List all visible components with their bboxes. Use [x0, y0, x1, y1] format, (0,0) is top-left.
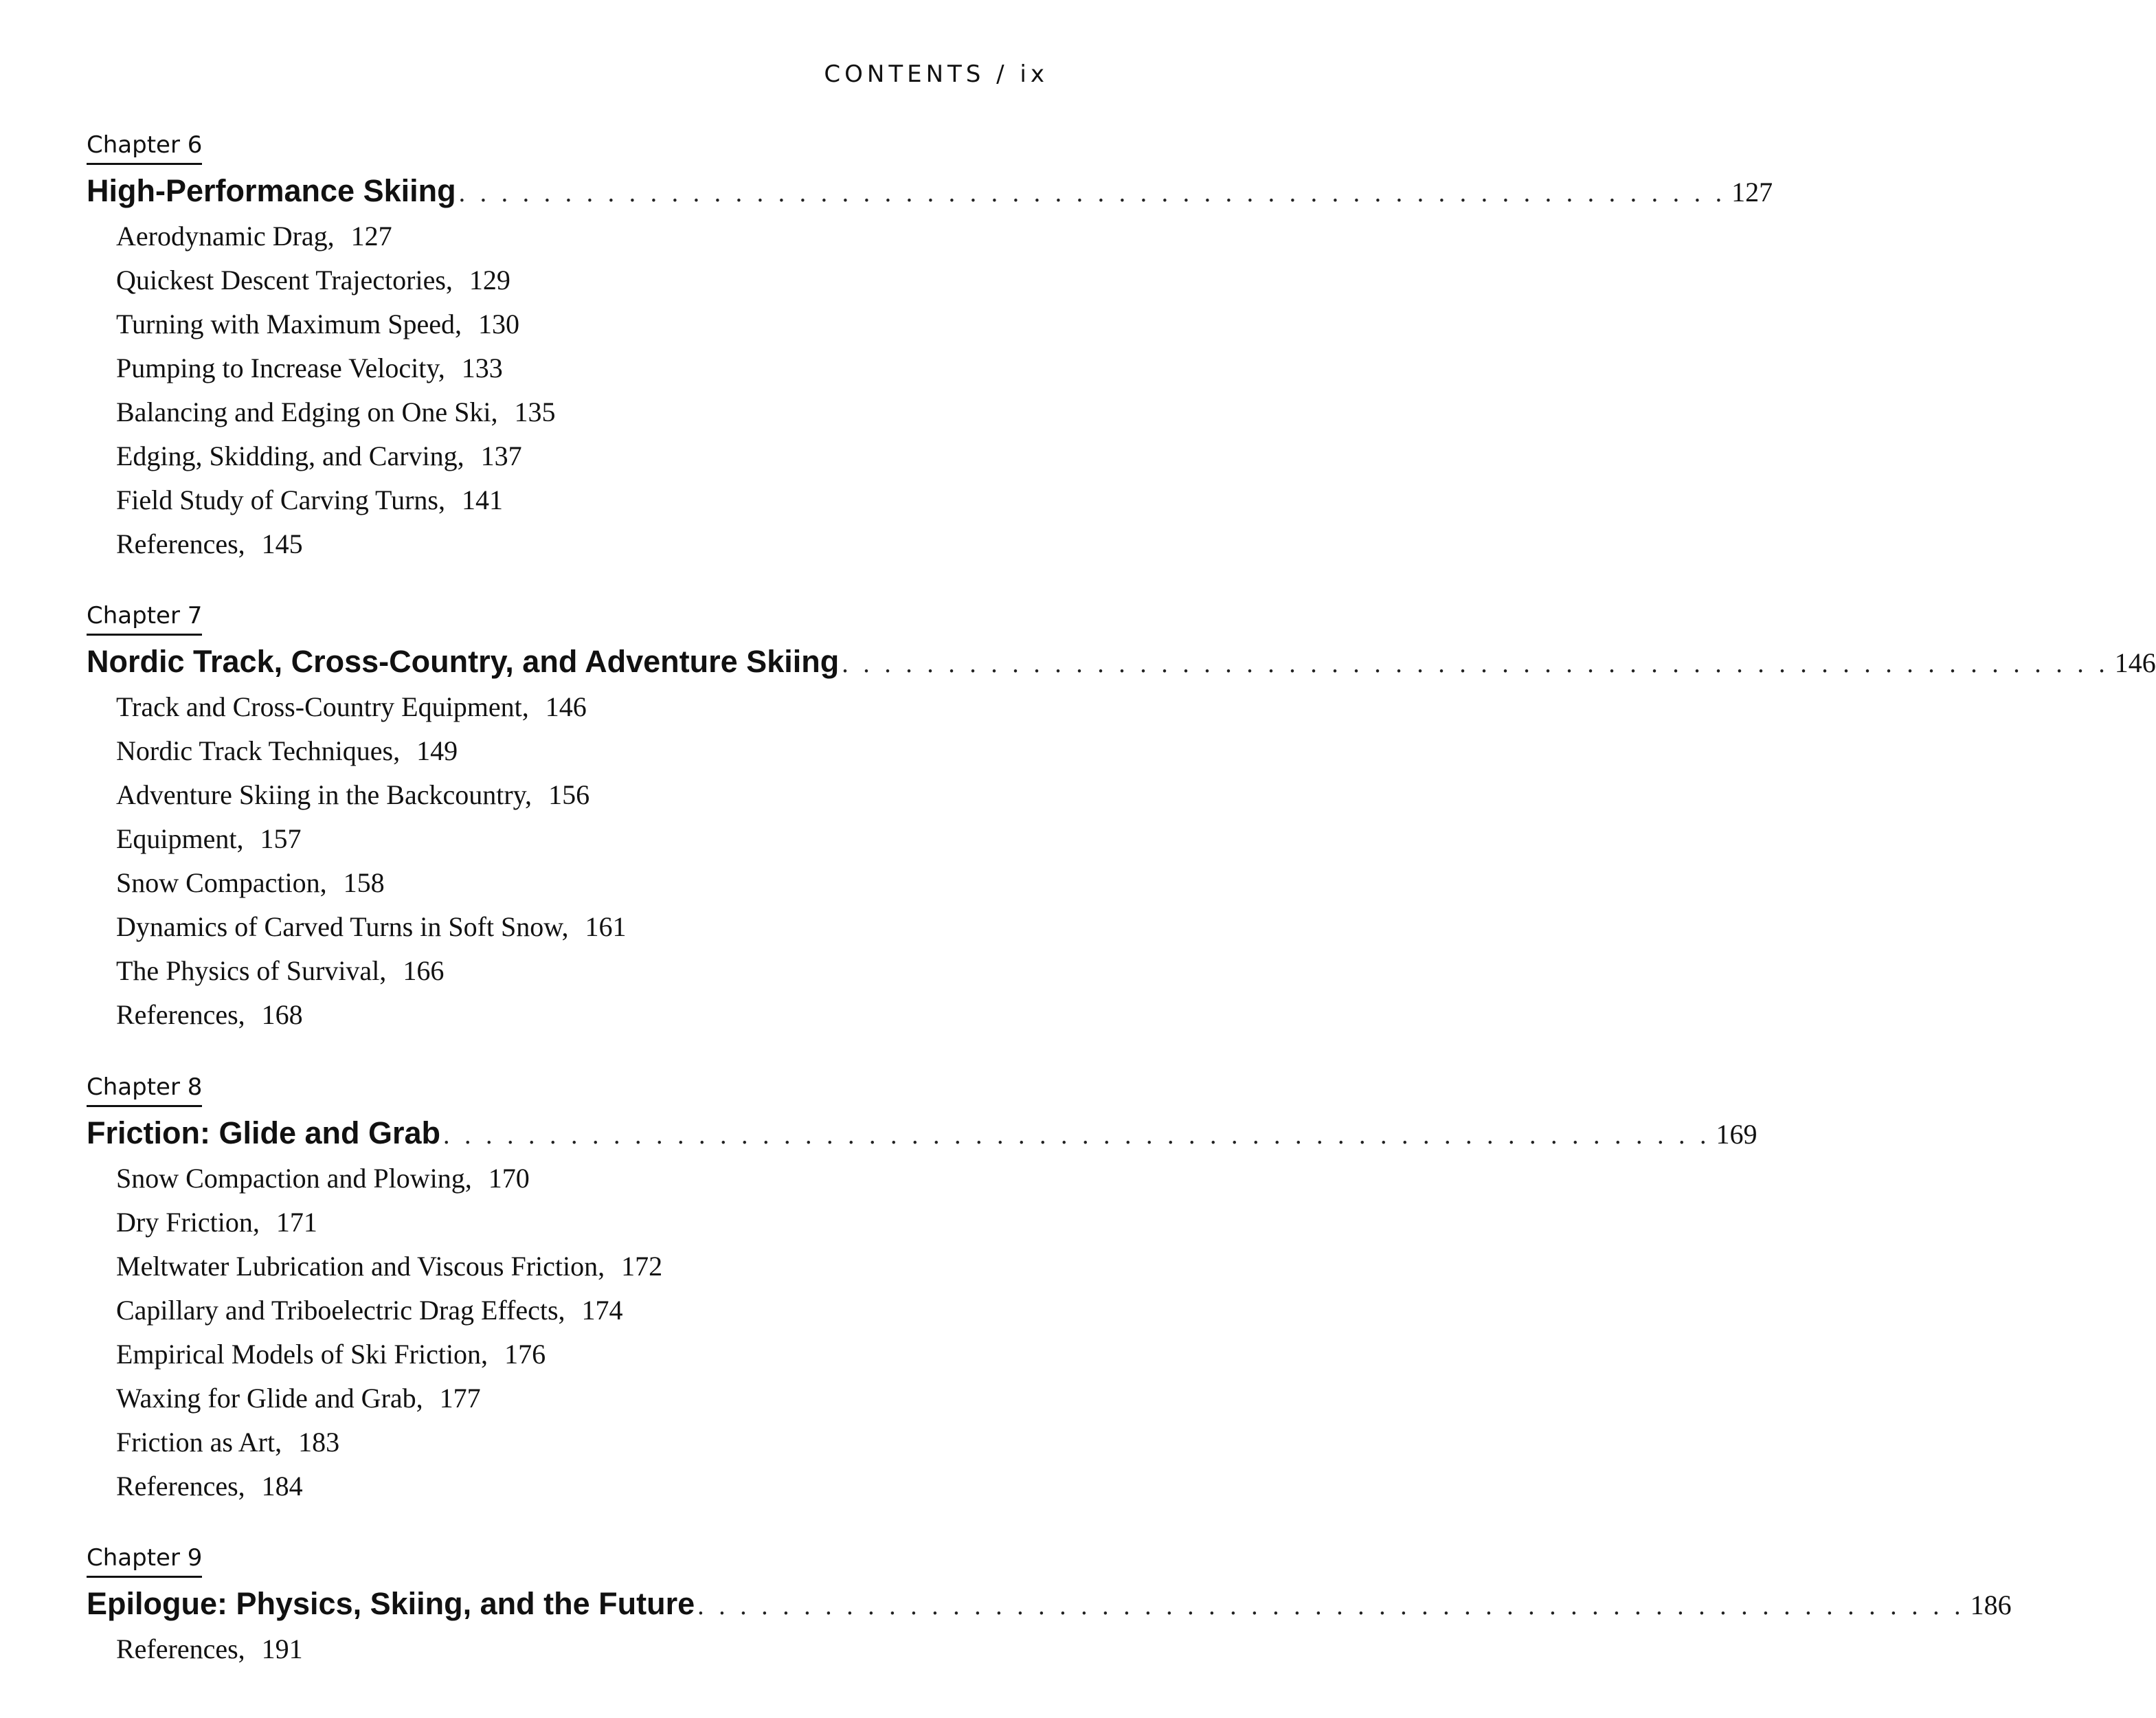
section-entry [116, 214, 1042, 258]
section-list [87, 214, 1042, 566]
section-title: Snow Compaction and Plowing, [116, 1163, 472, 1194]
section-list [87, 1627, 1042, 1671]
chapter-page-number: 146 [2114, 647, 2156, 679]
section-page: 137 [480, 440, 522, 472]
section-entry [116, 390, 1042, 434]
dot-leader: . . . . . . . . . . . . . . . . . . . . . . . . . . . . . . . . . . . . . . . . . . . . . . . . . . . . . . . . . . . . [458, 179, 1727, 208]
section-page: 184 [261, 1471, 303, 1502]
section-page: 127 [350, 221, 392, 252]
section-title: References, [116, 528, 245, 560]
chapter-title-row [87, 1115, 1758, 1157]
section-page: 161 [585, 911, 627, 943]
section-title: Dynamics of Carved Turns in Soft Snow, [116, 911, 569, 943]
section-entry [116, 1420, 1042, 1464]
section-list [87, 685, 1042, 1037]
section-entry [116, 1157, 1042, 1201]
section-title: Balancing and Edging on One Ski, [116, 397, 498, 428]
dot-leader: . . . . . . . . . . . . . . . . . . . . . . . . . . . . . . . . . . . . . . . . . . . . . . . . . . . . . . . . . . . . [842, 649, 2109, 679]
section-title: References, [116, 1471, 245, 1502]
section-entry [116, 1464, 1042, 1508]
section-title: Meltwater Lubrication and Viscous Friction, [116, 1251, 605, 1282]
chapter-title: High-Performance Skiing [87, 173, 456, 209]
chapter-7 [87, 602, 2156, 1037]
section-entry [116, 258, 1042, 302]
section-page: 176 [504, 1339, 546, 1370]
chapter-title-row [87, 173, 1773, 214]
section-entry [116, 302, 1042, 346]
section-entry [116, 949, 1042, 993]
section-entry [116, 1245, 1042, 1288]
section-title: Adventure Skiing in the Backcountry, [116, 779, 532, 811]
section-page: 135 [514, 397, 556, 428]
section-page: 170 [488, 1163, 530, 1194]
chapter-9 [87, 1544, 2012, 1671]
section-title: Equipment, [116, 823, 244, 855]
section-page: 172 [621, 1251, 663, 1282]
section-title: Empirical Models of Ski Friction, [116, 1339, 489, 1370]
chapter-page-number: 169 [1716, 1119, 1758, 1150]
running-head: CONTENTS / ix [824, 60, 1048, 88]
chapter-label: Chapter 8 [87, 1074, 202, 1107]
section-page: 145 [261, 528, 303, 560]
chapter-8 [87, 1073, 1758, 1508]
section-entry [116, 685, 1042, 729]
section-page: 146 [545, 691, 587, 723]
section-title: The Physics of Survival, [116, 955, 387, 987]
section-page: 133 [461, 353, 503, 384]
section-page: 129 [469, 265, 510, 296]
section-title: Track and Cross-Country Equipment, [116, 691, 529, 723]
section-entry [116, 478, 1042, 522]
section-page: 177 [439, 1383, 481, 1414]
chapter-page-number: 127 [1731, 177, 1773, 208]
section-page: 171 [276, 1207, 317, 1238]
section-list [87, 1157, 1042, 1508]
section-page: 157 [260, 823, 302, 855]
section-entry [116, 1288, 1042, 1332]
section-title: Snow Compaction, [116, 867, 327, 899]
section-title: Field Study of Carving Turns, [116, 484, 445, 516]
chapter-title-row [87, 644, 2156, 685]
section-entry [116, 1201, 1042, 1245]
section-entry [116, 861, 1042, 905]
section-entry [116, 1332, 1042, 1376]
section-page: 141 [461, 484, 503, 516]
section-entry [116, 729, 1042, 773]
section-entry [116, 1376, 1042, 1420]
chapter-label: Chapter 7 [87, 603, 202, 636]
section-title: Friction as Art, [116, 1427, 282, 1458]
section-entry [116, 905, 1042, 949]
section-title: Aerodynamic Drag, [116, 221, 335, 252]
chapter-title-row [87, 1586, 2012, 1627]
section-page: 168 [261, 999, 303, 1031]
section-entry [116, 817, 1042, 861]
section-page: 130 [478, 309, 519, 340]
section-entry [116, 1627, 1042, 1671]
section-page: 158 [343, 867, 385, 899]
section-title: Waxing for Glide and Grab, [116, 1383, 423, 1414]
section-title: Nordic Track Techniques, [116, 735, 401, 767]
section-page: 174 [581, 1295, 623, 1326]
section-title: Capillary and Triboelectric Drag Effects, [116, 1295, 565, 1326]
section-title: Pumping to Increase Velocity, [116, 353, 445, 384]
section-entry [116, 522, 1042, 566]
section-entry [116, 434, 1042, 478]
chapter-title: Nordic Track, Cross-Country, and Adventure Skiing [87, 644, 840, 680]
chapter-label: Chapter 9 [87, 1545, 202, 1578]
dot-leader: . . . . . . . . . . . . . . . . . . . . . . . . . . . . . . . . . . . . . . . . . . . . . . . . . . . . . . . . . . . . [443, 1121, 1711, 1150]
chapter-page-number: 186 [1970, 1589, 2012, 1621]
section-page: 191 [261, 1633, 303, 1665]
section-entry [116, 993, 1042, 1037]
section-title: Dry Friction, [116, 1207, 260, 1238]
chapter-6 [87, 131, 1773, 566]
section-title: References, [116, 999, 245, 1031]
section-title: Turning with Maximum Speed, [116, 309, 462, 340]
chapter-title: Epilogue: Physics, Skiing, and the Future [87, 1586, 695, 1622]
section-title: Edging, Skidding, and Carving, [116, 440, 464, 472]
section-page: 149 [416, 735, 458, 767]
chapter-label: Chapter 6 [87, 132, 202, 165]
section-title: References, [116, 1633, 245, 1665]
section-entry [116, 346, 1042, 390]
section-title: Quickest Descent Trajectories, [116, 265, 453, 296]
dot-leader: . . . . . . . . . . . . . . . . . . . . . . . . . . . . . . . . . . . . . . . . . . . . . . . . . . . . . . . . . . . . [697, 1592, 1965, 1621]
chapter-title: Friction: Glide and Grab [87, 1115, 441, 1151]
section-entry [116, 773, 1042, 817]
section-page: 183 [298, 1427, 340, 1458]
section-page: 166 [403, 955, 445, 987]
section-page: 156 [548, 779, 590, 811]
